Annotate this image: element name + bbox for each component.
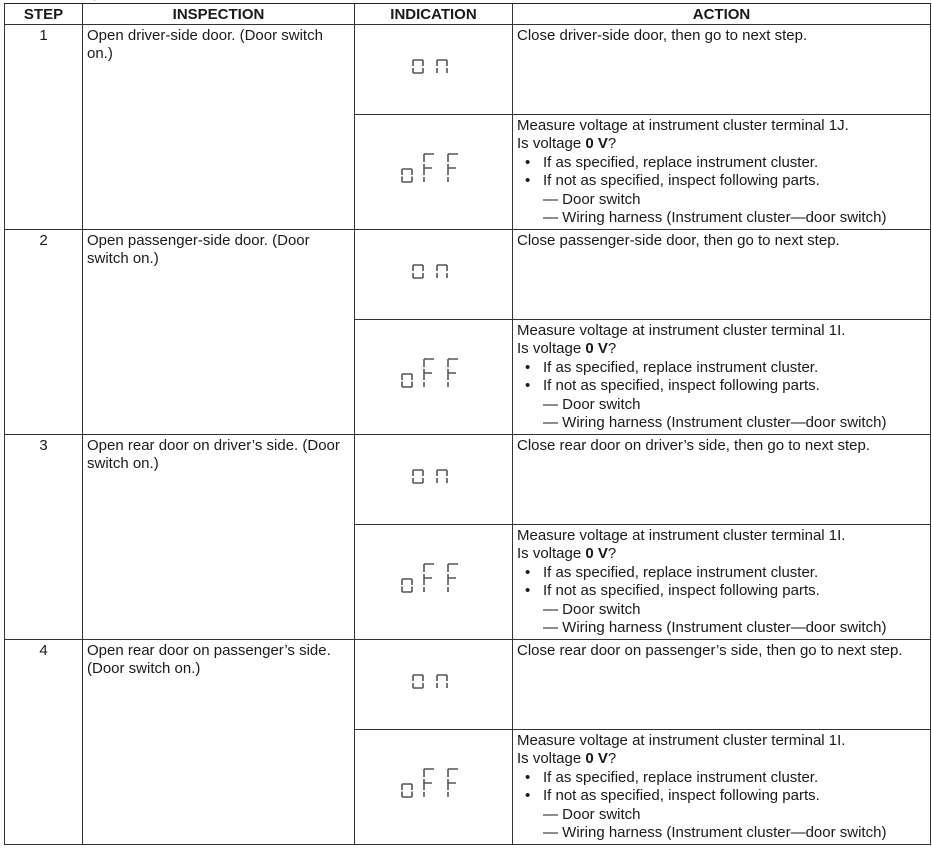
list-item: • If not as specified, inspect following parts. xyxy=(517,787,925,805)
sub-item-wiring-harness: — Wiring harness (Instrument cluster—door switch) xyxy=(543,209,887,227)
measure-text: Measure voltage at instrument cluster terminal 1I. xyxy=(517,732,846,749)
action-off-block xyxy=(513,320,931,435)
list-item: • If as specified, replace instrument cluster. xyxy=(517,154,925,172)
table-header-row xyxy=(5,4,931,25)
indication-off-cell xyxy=(355,320,513,435)
indication-off-cell xyxy=(355,730,513,845)
sub-item-door-switch: — Door switch xyxy=(543,805,641,823)
action-on-text: Close driver-side door, then go to next step. xyxy=(513,25,931,115)
result-list xyxy=(517,769,925,806)
list-item: • If not as specified, inspect following parts. xyxy=(517,172,925,190)
sub-item-wiring-harness: — Wiring harness (Instrument cluster—door switch) xyxy=(543,619,887,637)
measure-text: Measure voltage at instrument cluster terminal 1I. xyxy=(517,527,846,544)
list-item: • If as specified, replace instrument cluster. xyxy=(517,564,925,582)
lcd-on-icon xyxy=(409,466,459,488)
header-step: STEP xyxy=(5,4,83,25)
step-number: 4 xyxy=(5,640,83,845)
table-row xyxy=(5,230,931,320)
lcd-off-icon xyxy=(398,561,470,597)
lcd-on-icon xyxy=(409,261,459,283)
list-item: • If as specified, replace instrument cluster. xyxy=(517,769,925,787)
sub-item-door-switch: — Door switch xyxy=(543,600,641,618)
inspection-table xyxy=(4,3,931,845)
table-row xyxy=(5,25,931,115)
step-number: 1 xyxy=(5,25,83,230)
indication-on-cell xyxy=(355,640,513,730)
indication-on-cell xyxy=(355,25,513,115)
voltage-question xyxy=(517,340,925,358)
question-value: 0 V xyxy=(585,340,608,358)
question-prefix: Is voltage xyxy=(517,750,586,768)
table-row xyxy=(5,640,931,730)
inspection-text: Open rear door on driver’s side. (Door switch on.) xyxy=(83,435,355,640)
action-on-text: Close passenger-side door, then go to next step. xyxy=(513,230,931,320)
question-prefix: Is voltage xyxy=(517,135,586,153)
question-suffix: ? xyxy=(607,340,617,358)
lcd-off-icon xyxy=(398,356,470,392)
question-suffix: ? xyxy=(607,135,617,153)
inspection-text: Open driver-side door. (Door switch on.) xyxy=(83,25,355,230)
measure-text: Measure voltage at instrument cluster terminal 1I. xyxy=(517,322,846,339)
indication-on-cell xyxy=(355,230,513,320)
question-value: 0 V xyxy=(585,545,608,563)
lcd-off-icon xyxy=(398,151,470,187)
voltage-question xyxy=(517,545,925,563)
header-indication: INDICATION xyxy=(355,4,513,25)
sub-item-wiring-harness: — Wiring harness (Instrument cluster—door switch) xyxy=(543,824,887,842)
header-inspection: INSPECTION xyxy=(83,4,355,25)
question-prefix: Is voltage xyxy=(517,545,586,563)
action-off-block xyxy=(513,730,931,845)
sub-item-wiring-harness: — Wiring harness (Instrument cluster—door switch) xyxy=(543,414,887,432)
measure-text: Measure voltage at instrument cluster terminal 1J. xyxy=(517,117,849,134)
list-item: • If not as specified, inspect following parts. xyxy=(517,377,925,395)
lcd-on-icon xyxy=(409,671,459,693)
sub-item-door-switch: — Door switch xyxy=(543,190,641,208)
step-number: 2 xyxy=(5,230,83,435)
question-prefix: Is voltage xyxy=(517,340,586,358)
result-list xyxy=(517,564,925,601)
action-off-block xyxy=(513,115,931,230)
list-item: • If not as specified, inspect following parts. xyxy=(517,582,925,600)
indication-off-cell xyxy=(355,525,513,640)
indication-off-cell xyxy=(355,115,513,230)
list-item: • If as specified, replace instrument cluster. xyxy=(517,359,925,377)
action-on-text: Close rear door on passenger’s side, then go to next step. xyxy=(513,640,931,730)
inspection-text: Open passenger-side door. (Door switch on.) xyxy=(83,230,355,435)
voltage-question xyxy=(517,750,925,768)
cropped-heading-fragment xyxy=(70,0,100,2)
action-off-block xyxy=(513,525,931,640)
header-action: ACTION xyxy=(513,4,931,25)
lcd-off-icon xyxy=(398,766,470,802)
question-suffix: ? xyxy=(607,750,617,768)
step-number: 3 xyxy=(5,435,83,640)
inspection-text: Open rear door on passenger’s side. (Door switch on.) xyxy=(83,640,355,845)
lcd-on-icon xyxy=(409,56,459,78)
result-list xyxy=(517,154,925,191)
table-row xyxy=(5,435,931,525)
question-suffix: ? xyxy=(607,545,617,563)
question-value: 0 V xyxy=(585,135,608,153)
sub-item-door-switch: — Door switch xyxy=(543,395,641,413)
indication-on-cell xyxy=(355,435,513,525)
action-on-text: Close rear door on driver’s side, then go to next step. xyxy=(513,435,931,525)
result-list xyxy=(517,359,925,396)
voltage-question xyxy=(517,135,925,153)
question-value: 0 V xyxy=(585,750,608,768)
